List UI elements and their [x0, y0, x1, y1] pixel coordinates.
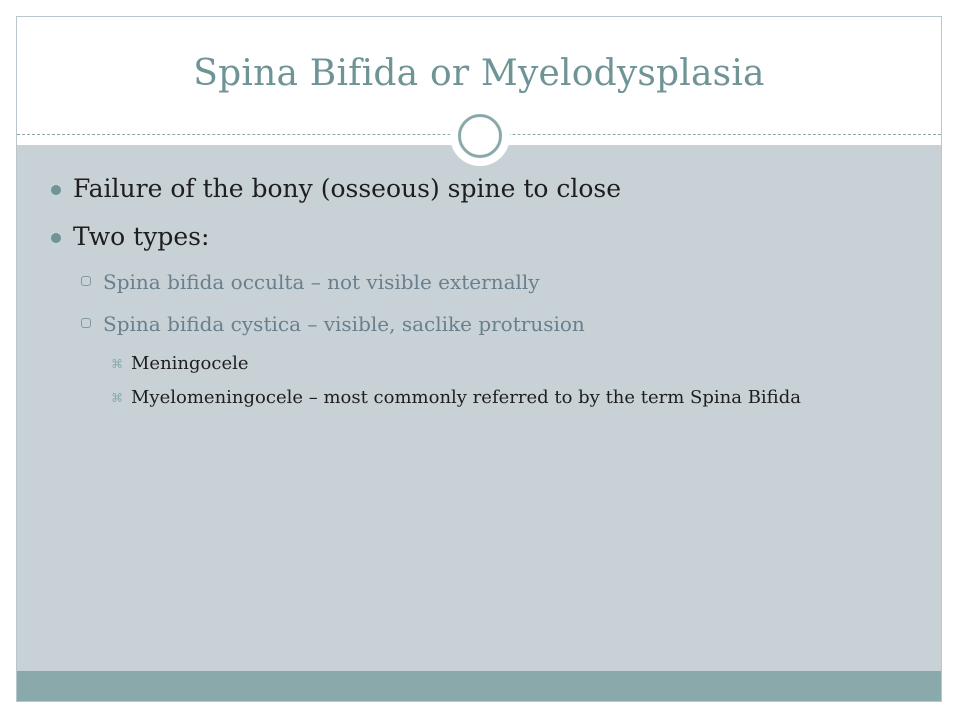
rounded-square-bullet-icon [81, 318, 91, 328]
rounded-square-bullet-icon [81, 276, 91, 286]
subsubbullet-text: Myelomeningocele – most commonly referred to by the term Spina Bifida [131, 387, 801, 408]
bullet-list [51, 172, 911, 420]
subbullet-text: Spina bifida cystica – visible, saclike protrusion [103, 312, 585, 336]
slide [16, 16, 942, 702]
subbullet-item [51, 268, 911, 296]
slide-title: Spina Bifida or Myelodysplasia [193, 53, 765, 94]
command-key-bullet-icon: ⌘ [111, 391, 123, 405]
bullet-item [51, 220, 911, 254]
divider-circle-icon [458, 114, 502, 158]
bullet-text: Failure of the bony (osseous) spine to close [73, 174, 622, 203]
subsubbullet-item [51, 386, 851, 410]
bullet-dot-icon [51, 185, 61, 195]
footer-band [17, 671, 941, 702]
bullet-text: Two types: [73, 222, 210, 251]
bullet-item [51, 172, 911, 206]
subsubbullet-item [51, 352, 851, 376]
subbullet-text: Spina bifida occulta – not visible externally [103, 270, 540, 294]
subsubbullet-text: Meningocele [131, 353, 249, 374]
command-key-bullet-icon: ⌘ [111, 357, 123, 371]
subbullet-item [51, 310, 911, 338]
bullet-dot-icon [51, 233, 61, 243]
